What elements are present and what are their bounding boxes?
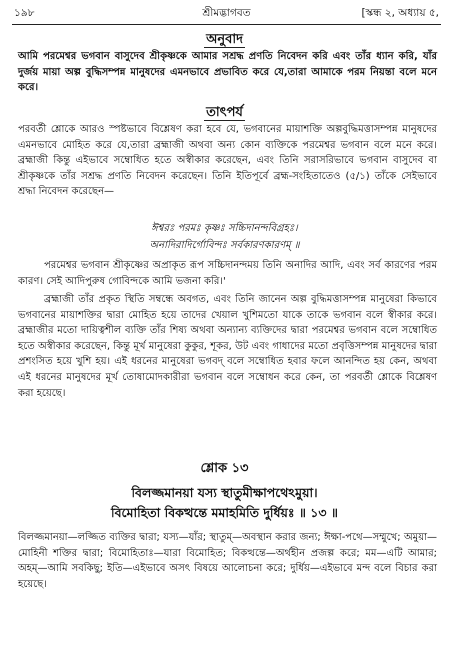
translation-heading: অনুবাদ xyxy=(206,32,243,47)
quoted-verse-line-2: অনাদিরাদির্গোবিন্দঃ সর্বকারণকারণম্ ॥ xyxy=(149,240,300,251)
header-divider xyxy=(12,24,441,25)
chapter-reference: [স্কন্ধ ২, অধ্যায় ৫, xyxy=(361,7,439,19)
purport-paragraph-3: ব্রহ্মাজী তাঁর প্রকৃত স্থিতি সম্বন্ধে অবগত, এবং তিনি জানেন অল্প বুদ্ধিমত্তাসম্পন্ন মানুষেরা কিভাবে ভগবানের মায়াশক্তির দ্বারা মোহিত হয়ে তাদের খেয়াল খুশিমতো যাকে তাকে ভগবান বলে স্বীকার করে। ব্রহ্মাজীর মতো দায়িত্বশীল ব্যক্তি তাঁর শিষ্য অথবা অন্যান্য ব্যক্তিদের দ্বারা পরমেশ্বর ভগবান বলে সম্বোধিত হতে অস্বীকার করেছেন, কিন্তু মূর্খ মানুষেরা কুকুর, শূকর, উট এবং গাধাদের মতো প্রবৃত্তিসম্পন্ন মানুষদের দ্বারা প্রশংসিত হয়ে খুশি হয়। এই ধরনের মানুষেরা ভগবদ্ বলে সম্বোধিত হবার ফলে আনন্দিত হয় কেন, অথবা এই ধরনের মানুষদের মূর্খ তোষামোদকারীরা ভগবান বলে সম্বোধন করে কেন, তা পরবর্তী শ্লোকে বিশ্লেষণ করা হয়েছে। xyxy=(18,294,437,399)
page-number: ১৯৮ xyxy=(14,7,35,19)
purport-paragraph-1: পরবর্তী শ্লোকে আরও স্পষ্টভাবে বিশ্লেষণ করা হবে যে, ভগবানের মায়াশক্তি অল্পবুদ্ধিমত্তাসম্পন্ন মানুষদের এমনভাবে মোহিত করে যে,তারা ব্রহ্মাজী অথবা অন্য কোন ব্যক্তিকে পরমেশ্বর ভগবান বলে মনে করে। ব্রহ্মাজী কিন্তু এইভাবে সম্বোধিত হতে অস্বীকার করেছেন, এবং তিনি সরাসরিভাবে ভগবান বাসুদেব বা শ্রীকৃষ্ণকে তাঁর সশ্রদ্ধ প্রণতি নিবেদন করেছেন। তিনি ইতিপূর্বে ব্রহ্ম-সংহিতাতেও (৫/১) তাঁকে সেইভাবে শ্রদ্ধা নিবেদন করেছেন— xyxy=(18,124,437,198)
shloka-title: শ্লোক ১৩ xyxy=(200,461,249,476)
synonyms-text: বিলজ্জমানয়া—লজ্জিত ব্যক্তির দ্বারা; যস্য—যাঁর; স্থাতুম্—অবস্থান করার জন্য; ঈক্ষা-পথে—সম্মুখে; অমুয়া—মোহিনী শক্তির দ্বারা; বিমোহিতাঃ—যারা বিমোহিত; বিকত্থন্তে—অর্থহীন প্রজল্প করে; মম—এটি আমার; অহম্—আমি সবকিছু; ইতি—এইভাবে অসৎ বিষয়ে আলোচনা করে; দুর্ধিয়—এইভাবে মন্দ বলে বিচার করা হয়েছে। xyxy=(18,532,437,590)
purport-paragraph-2: পরমেশ্বর ভগবান শ্রীকৃষ্ণের অপ্রাকৃত রূপ সচ্চিদানন্দময় তিনি অনাদির আদি, এবং সর্ব কারণের পরম কারণ। সেই আদিপুরুষ গোবিন্দকে আমি ভজনা করি।' xyxy=(18,260,437,287)
shloka-line-1: বিলজ্জমানয়া যস্য স্থাতুমীক্ষাপথেঽমুয়া। xyxy=(131,485,318,500)
shloka-line-2: বিমোহিতা বিকত্থন্তে মমাহমিতি দুর্ধিয়ঃ ॥ ১৩ ॥ xyxy=(111,505,338,520)
translation-text: আমি পরমেশ্বর ভগবান বাসুদেব শ্রীকৃষ্ণকে আমার সশ্রদ্ধ প্রণতি নিবেদন করি এবং তাঁর ধ্যান করি, যাঁর দুর্জয় মায়া অল্প বুদ্ধিসম্পন্ন মানুষদের এমনভাবে প্রভাবিত করে যে,তারা আমাকে পরম নিয়ন্তা বলে মনে করে। xyxy=(18,51,437,94)
page-header xyxy=(14,4,439,22)
book-title: শ্রীমদ্ভাগবত xyxy=(202,7,251,19)
purport-heading: তাৎপর্য xyxy=(206,105,243,120)
quoted-verse-line-1: ঈশ্বরঃ পরমঃ কৃষ্ণঃ সচ্চিদানন্দবিগ্রহঃ। xyxy=(151,223,298,234)
